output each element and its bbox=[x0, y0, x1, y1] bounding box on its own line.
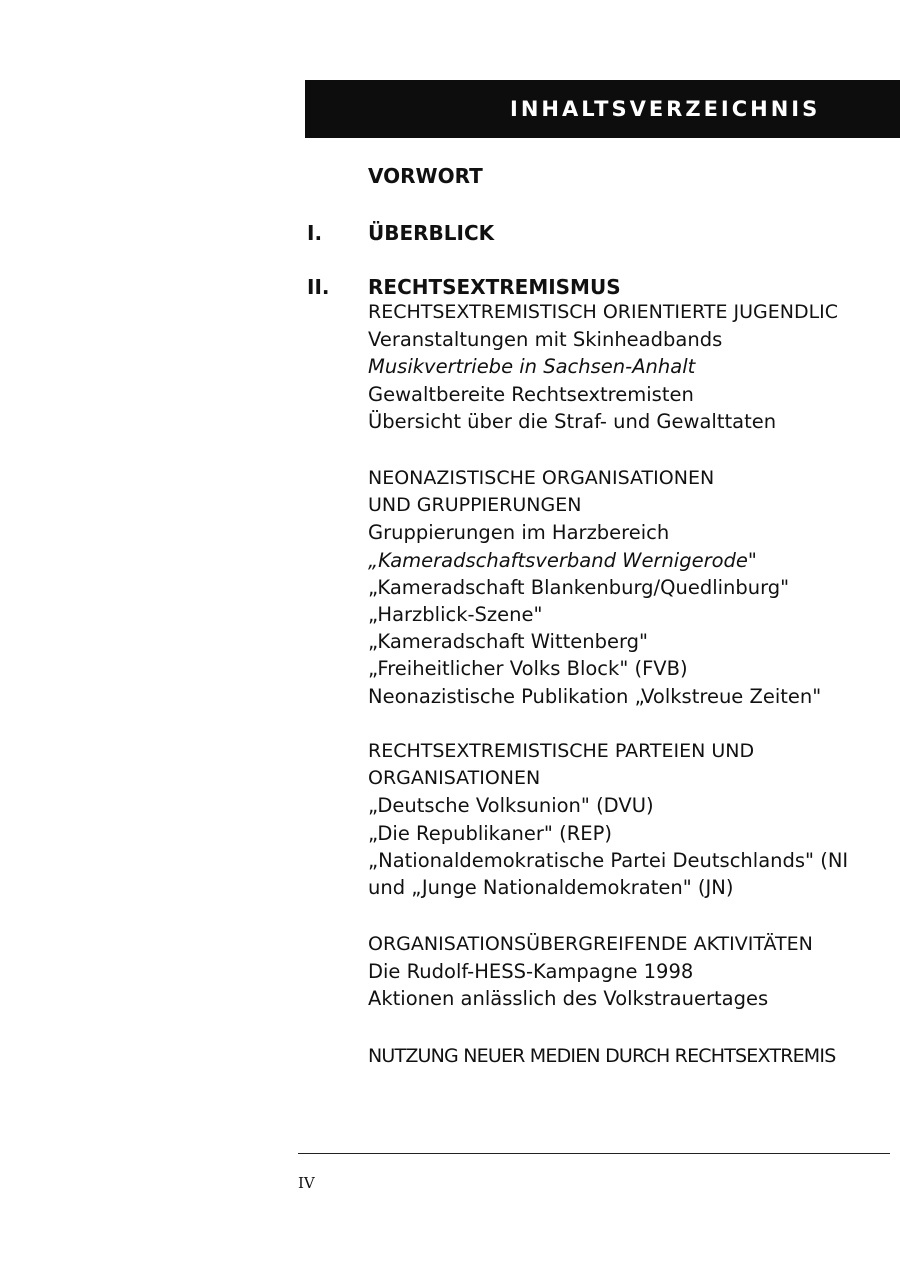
toc-subentry: Musikvertriebe in Sachsen-Anhalt bbox=[368, 355, 696, 379]
toc-group-neue-medien bbox=[368, 1043, 900, 1070]
toc-subentry: „Nationaldemokratische Partei Deutschlands" (NI bbox=[368, 848, 849, 872]
toc-entry-vorwort: VORWORT bbox=[368, 164, 483, 188]
toc-group-heading: RECHTSEXTREMISTISCH ORIENTIERTE JUGENDLIC bbox=[368, 301, 839, 323]
toc-group-heading: ORGANISATIONSÜBERGREIFENDE AKTIVITÄTEN bbox=[368, 933, 813, 955]
toc-subentry: Gruppierungen im Harzbereich bbox=[368, 521, 670, 545]
toc-group-heading: UND GRUPPIERUNGEN bbox=[368, 494, 582, 517]
section-number-2: II. bbox=[307, 275, 330, 299]
toc-group-parteien bbox=[368, 738, 900, 901]
toc-entry-rechtsextremismus: RECHTSEXTREMISMUS bbox=[368, 275, 621, 299]
toc-group-heading: NUTZUNG NEUER MEDIEN DURCH RECHTSEXTREMIS bbox=[368, 1045, 836, 1067]
toc-title: INHALTSVERZEICHNIS bbox=[510, 97, 821, 121]
toc-group-heading: RECHTSEXTREMISTISCHE PARTEIEN UND bbox=[368, 740, 755, 762]
toc-subentry: Übersicht über die Straf- und Gewalttaten bbox=[368, 409, 777, 433]
toc-subentry: „Harzblick-Szene" bbox=[368, 602, 543, 626]
toc-entry-ueberblick: ÜBERBLICK bbox=[368, 221, 495, 245]
toc-header-bar bbox=[305, 80, 900, 138]
toc-subentry: Die Rudolf-HESS-Kampagne 1998 bbox=[368, 960, 694, 984]
toc-subentry: „Kameradschaft Wittenberg" bbox=[368, 630, 649, 654]
footer-rule bbox=[298, 1153, 890, 1154]
toc-group-neonazistische-organisationen bbox=[368, 465, 900, 710]
toc-group-heading: ORGANISATIONEN bbox=[368, 767, 541, 790]
toc-subentry: Gewaltbereite Rechtsextremisten bbox=[368, 382, 694, 406]
toc-subentry: Veranstaltungen mit Skinheadbands bbox=[368, 328, 723, 352]
page-number: IV bbox=[298, 1174, 315, 1192]
toc-subentry: „Deutsche Volksunion" (DVU) bbox=[368, 794, 654, 818]
toc-group-jugendliche bbox=[368, 299, 900, 435]
toc-subentry: und „Junge Nationaldemokraten" (JN) bbox=[368, 875, 734, 899]
toc-group-aktivitaeten bbox=[368, 931, 900, 1013]
toc-subentry: „Freiheitlicher Volks Block" (FVB) bbox=[368, 657, 688, 681]
toc-subentry: „Kameradschaft Blankenburg/Quedlinburg" bbox=[368, 575, 790, 599]
toc-subentry: Neonazistische Publikation „Volkstreue Zeiten" bbox=[368, 684, 822, 708]
toc-subentry: „Kameradschaftsverband Wernigerode" bbox=[368, 548, 757, 572]
section-number-1: I. bbox=[307, 221, 323, 245]
toc-subentry: Aktionen anlässlich des Volkstrauertages bbox=[368, 987, 769, 1011]
toc-subentry: „Die Republikaner" (REP) bbox=[368, 821, 612, 845]
toc-group-heading: NEONAZISTISCHE ORGANISATIONEN bbox=[368, 467, 715, 489]
